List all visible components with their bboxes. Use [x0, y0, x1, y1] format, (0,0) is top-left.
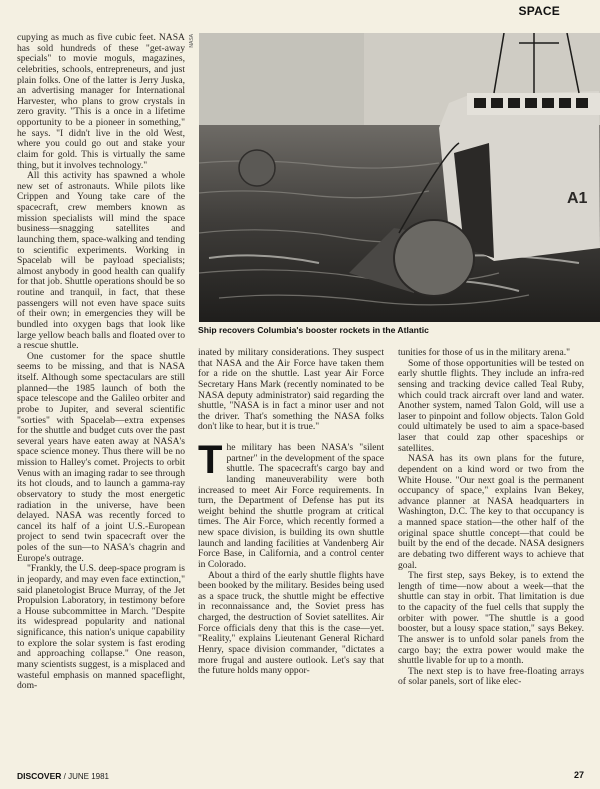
- photo: [199, 33, 600, 322]
- section-label: SPACE: [518, 4, 560, 18]
- booster-rocket-far: [239, 150, 275, 186]
- paragraph: All this activity has spawned a whole new set of astronauts. While pilots like Crippen and Young take care of the spacecraft, crew members known as mission specialists will mind the space business—snagging satellites and launching them, space-walking and tending to scientific experiments. Working in Spacelab will be payload specialists; almost anybody in good health can qualify for that job. Shuttle operations should be so routine and tranquil, in fact, that these passengers will not even have space suits of their own; in emergencies they will be bundled into oxygen bags that look like large yellow beach balls and floated over to a rescue shuttle.: [17, 170, 185, 352]
- dropcap: T: [198, 438, 223, 482]
- paragraph: tunities for those of us in the military arena.": [398, 347, 571, 358]
- footer-separator: /: [61, 772, 69, 781]
- paragraph: The first step, says Bekey, is to extend the length of time—now about a week—that the shuttle can stay in orbit. That limitation is due to the capacity of the fuel cells that supply the orbiter with power. "The shuttle is a good booster, but a lousy space station," says Bekey. The answer is to unfold solar panels from the cargo bay; the extra power would make the shuttle livable for up to a month.: [398, 570, 584, 667]
- dropcap-paragraph-text: he military has been NASA's "silent partner" in the development of the space shuttle. The spacecraft's cargo bay and landing maneuverability were both increased to meet Air Force requirements. In turn, the Department of Defense has put its weight behind the shuttle program at critical times. The Air Force, which recently formed a new space division, is building its own shuttle launch and landing facilities at Vandenberg Air Force Base, in California, and a control center in Colorado.: [198, 442, 384, 570]
- page-number: 27: [573, 770, 584, 780]
- paragraph: The next step is to have free-floating arrays of solar panels, sort of like elec-: [398, 665, 584, 688]
- footer: [17, 771, 109, 781]
- photo-caption: Ship recovers Columbia's booster rockets in the Atlantic: [198, 325, 429, 335]
- paragraph: About a third of the early shuttle flights have been booked by the military. Besides being used as a space truck, the shuttle might be effective in reconnaissance and, the Soviet press has charged, the destruction of Soviet satellites. Air Force officials deny that this is the case—yet. "Reality," explains Lieutenant General Richard Henry, space division commander, "dictates a more frugal and austere outlook. Let's say that the future holds many oppor-: [198, 569, 384, 677]
- paragraph: inated by military considerations. They suspect that NASA and the Air Force have taken them for a ride on the shuttle. Last year Air Force Secretary Hans Mark (recently nominated to be NASA deputy administrator) said regarding the shuttle, "NASA is in fact a minor user and not the driver. That's something the NASA folks don't like to hear, but it is true.": [198, 347, 384, 433]
- paragraph: One customer for the space shuttle seems to be missing, and that is NASA itself. Although some spectaculars are still planned—the 1985 launch of both the space telescope and the Galileo orbiter and probe to Jupiter, and several scientific "sorties" with Spacelab—extra expenses for the shuttle and budget cuts over the past several years have eaten away at NASA's space science money. Thus there will be no mission to Halley's comet. Projects to orbit Venus with an imaging radar to see through its hot clouds, and to launch a gamma-ray observatory to study the most energetic radiation in the universe, have been delayed. NASA was recently forced to cancel its half of a joint U.S.-European project to send twin spacecraft over the poles of the sun—to NASA's chagrin and Europe's outrage.: [17, 350, 185, 564]
- article-column-1: [17, 33, 185, 692]
- photo-credit: NASA: [189, 34, 195, 48]
- magazine-name: DISCOVER: [17, 771, 62, 781]
- paragraph: cupying as much as five cubic feet. NASA has sold hundreds of these "get-away specials" to movie moguls, magazines, celebrities, schools, entrepreneurs, and just plain folks. One of the latter is Jerry Juska, an advertising manager for International Harvester, who plans to grow crystals in zero gravity. "This is a once in a lifetime opportunity to be a pioneer in something," he says. "I didn't live in the old West, where you could go out and stake your claim for gold. This is virtually the same thing, but it involves technology.": [17, 32, 185, 171]
- issue-date: JUNE 1981: [68, 772, 109, 781]
- dropcap-paragraph: [198, 438, 384, 571]
- article-column-3: [398, 348, 584, 688]
- paragraph: "Frankly, the U.S. deep-space program is in jeopardy, and may even face extinction," said planetologist Bruce Murray, of the Jet Propulsion Laboratory, in testimony before a House subcommittee in March. "Despite its widespread popularity and national significance, this nation's unique capability to explore the solar system is fast eroding and approaching collapse." One reason, many scientists suggest, is a misplaced and wasteful emphasis on manned spaceflight, dom-: [17, 563, 185, 692]
- paragraph: Some of those opportunities will be tested on early shuttle flights. They include an infra-red sensing and tracking device called Teal Ruby, which could track aircraft over land and water. Another system, named Talon Gold, will use a laser to pinpoint and follow objects. Talon Gold could ultimately be used to aim a space-based laser that could zap other spaceships or satellites.: [398, 357, 584, 454]
- svg-text:A1: A1: [567, 190, 588, 207]
- paragraph: NASA has its own plans for the future, dependent on a kind word or two from the White House. "Our next goal is the permanent occupancy of space," explains Ivan Bekey, advance planner at NASA headquarters in Washington, D.C. The key to that occupancy is a manned space station—the other half of the original space shuttle concept—that could be built by the end of the decade. NASA designers are debating two different ways to achieve that goal.: [398, 453, 584, 571]
- ship-recovery-photo: [199, 33, 600, 322]
- article-column-2: [198, 348, 384, 677]
